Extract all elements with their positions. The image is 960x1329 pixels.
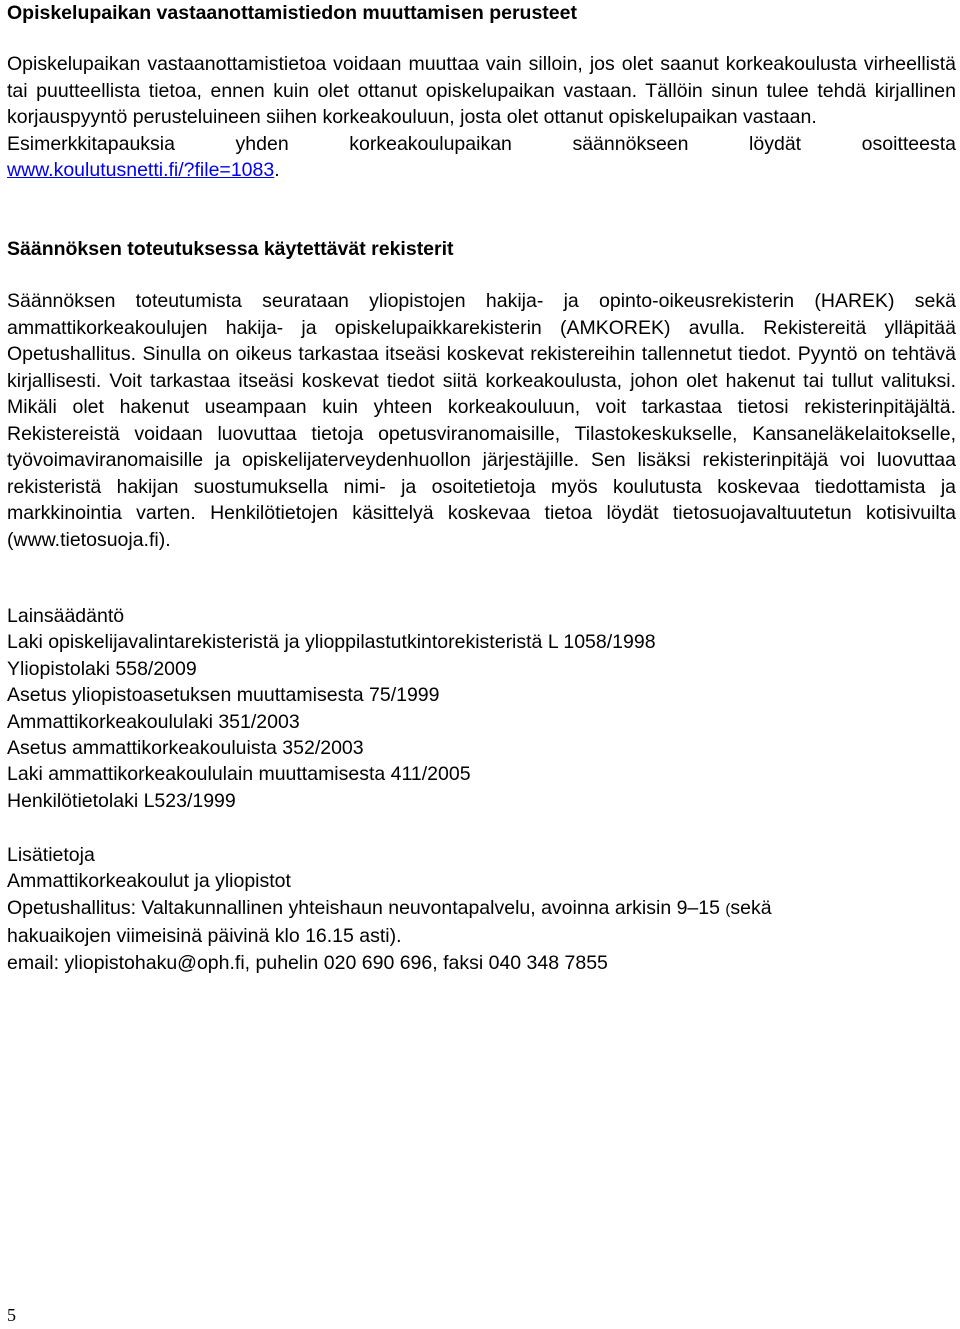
info-line-contact: email: yliopistohaku@oph.fi, puhelin 020 690 696, faksi 040 348 7855	[7, 951, 608, 974]
info-line-opetushallitus	[7, 895, 956, 923]
paragraph-vastaanotto-text: Opiskelupaikan vastaanottamistietoa voidaan muuttaa vain silloin, jos olet saanut korkeakoulusta virheellistä tai puutteellista tietoa, ennen kuin olet ottanut opiskelupaikan vastaan. Tällöin sinun tulee tehdä kirjallinen korjauspyyntö perusteluineen siihen korkeakouluun, josta olet ottanut opiskelupaikan vastaan.	[7, 53, 956, 129]
law-item: Yliopistolaki 558/2009	[7, 657, 197, 680]
info-line-opetushallitus-main: Opetushallitus: Valtakunnallinen yhteishaun neuvontapalvelu, avoinna arkisin 9–15	[7, 896, 726, 919]
law-item: Henkilötietolaki L523/1999	[7, 789, 236, 812]
laws-title: Lainsäädäntö	[7, 605, 125, 627]
info-title: Lisätietoja	[7, 844, 95, 866]
section-heading-rekisterit: Säännöksen toteutuksessa käytettävät rekisterit	[7, 238, 454, 260]
info-line-opetushallitus-end: sekä	[730, 896, 772, 919]
koulutusnetti-link[interactable]: www.koulutusnetti.fi/?file=1083	[7, 159, 275, 182]
page-number: 5	[7, 1305, 16, 1325]
paragraph-rekisterit: Säännöksen toteutumista seurataan yliopistojen hakija- ja opinto-oikeusrekisterin (HAREK) sekä ammattikorkeakoulujen hakija- ja opiskelupaikkarekisterin (AMKOREK) avulla. Rekistereitä ylläpitää Opetushallitus. Sinulla on oikeus tarkastaa itseäsi koskevat rekistereihin tallennetut tiedot. Pyyntö on tehtävä kirjallisesti. Voit tarkastaa itseäsi koskevat tiedot siitä korkeakoulusta, johon olet hakenut tai tullut valituksi. Mikäli olet hakenut useampaan kuin yhteen korkeakouluun, voit tarkastaa tietosi rekisterinpitäjältä. Rekistereistä voidaan luovuttaa tietoja opetusviranomaisille, Tilastokeskukselle, Kansaneläkelaitokselle, työvoimaviranomaisille ja opiskelijaterveydenhuollon järjestäjille. Sen lisäksi rekisterinpitäjä voi luovuttaa rekisteristä hakijan suostumuksella nimi- ja osoitetietoja myös koulutusta koskevaa tiedottamista ja markkinointia varten. Henkilötietojen käsittelyä koskevaa tietoa löydät tietosuojavaltuutetun kotisivuilta (www.tietosuoja.fi).	[7, 290, 956, 551]
law-item: Laki ammattikorkeakoululain muuttamisesta 411/2005	[7, 763, 471, 786]
info-section	[7, 842, 956, 976]
info-line-hours: hakuaikojen viimeisinä päivinä klo 16.15 asti).	[7, 925, 402, 948]
paragraph-vastaanotto	[7, 51, 956, 184]
section-heading-vastaanotto: Opiskelupaikan vastaanottamistiedon muuttamisen perusteet	[7, 2, 577, 24]
info-line-institutions: Ammattikorkeakoulut ja yliopistot	[7, 870, 291, 893]
examples-line: Esimerkkitapauksia yhden korkeakoulupaikan säännökseen löydät osoitteesta	[7, 132, 956, 155]
law-item: Ammattikorkeakoululaki 351/2003	[7, 710, 300, 733]
law-item: Asetus ammattikorkeakouluista 352/2003	[7, 737, 364, 760]
law-item: Asetus yliopistoasetuksen muuttamisesta 75/1999	[7, 684, 440, 707]
link-suffix: .	[274, 159, 280, 182]
law-item: Laki opiskelijavalintarekisteristä ja ylioppilastutkintorekisteristä L 1058/1998	[7, 631, 656, 654]
laws-section	[7, 603, 956, 814]
info-paren: (	[725, 900, 731, 918]
